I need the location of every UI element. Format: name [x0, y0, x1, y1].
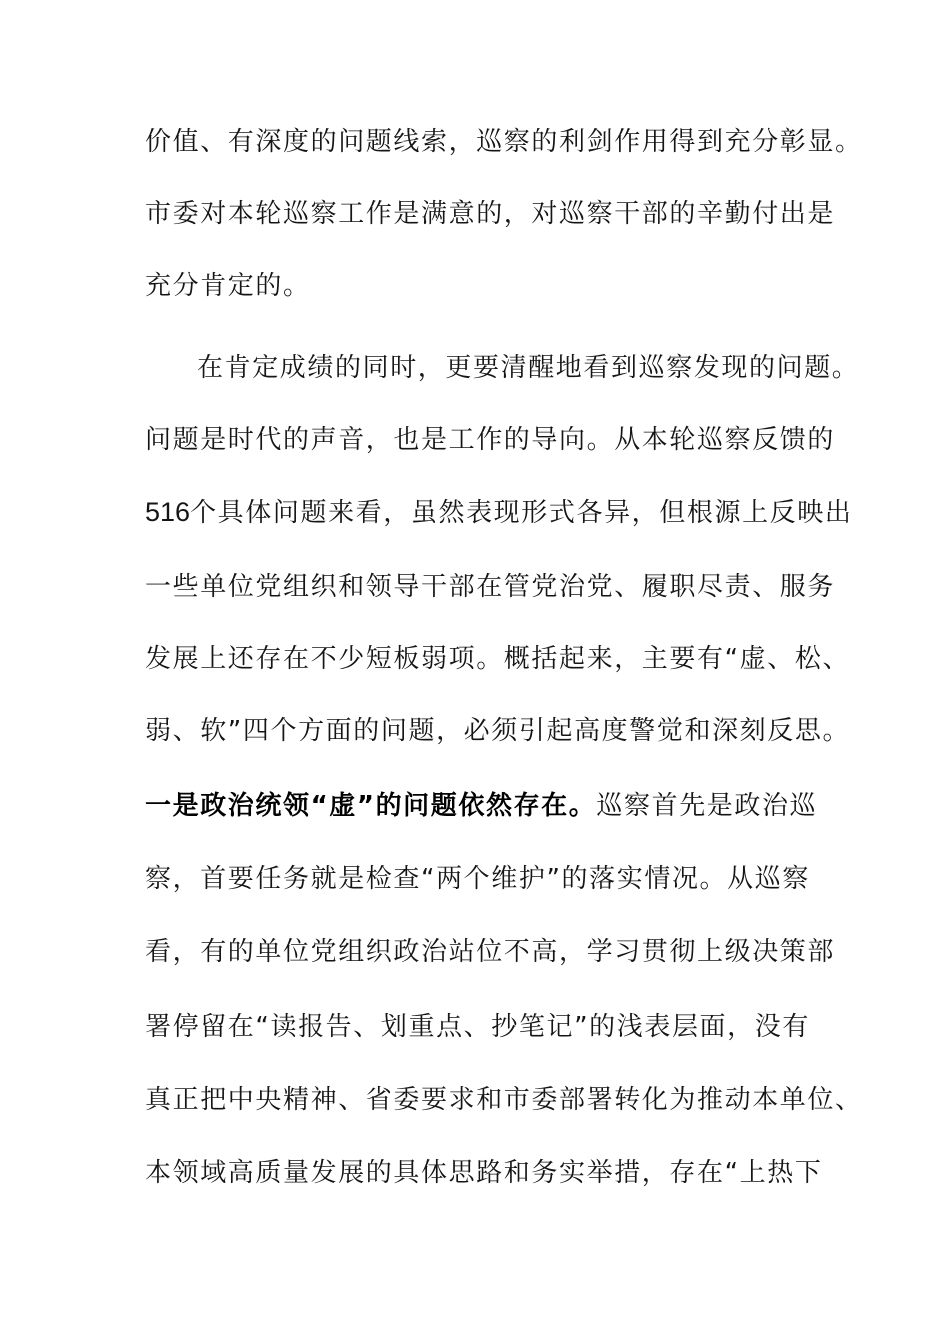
paragraph-line — [145, 932, 836, 972]
line-text: 个具体问题来看，虽然表现形式各异，但根源上反映出 — [190, 498, 853, 528]
paragraph-line — [145, 492, 853, 532]
paragraph-line — [145, 420, 836, 460]
line-text: 真正把中央精神、省委要求和市委部署转化为推动本单位、 — [145, 1085, 863, 1115]
line-text: 市委对本轮巡察工作是满意的，对巡察干部的辛勤付出是 — [145, 199, 836, 229]
paragraph-line — [145, 1153, 823, 1193]
line-text: 看，有的单位党组织政治站位不高，学习贯彻上级决策部 — [145, 937, 836, 967]
line-text: 在肯定成绩的同时，更要清醒地看到巡察发现的问题。 — [197, 353, 860, 383]
line-text: 弱、软”四个方面的问题，必须引起高度警觉和深刻反思。 — [145, 716, 851, 746]
line-text: 巡察首先是政治巡 — [596, 791, 818, 821]
paragraph-line — [145, 122, 863, 162]
paragraph-first-line — [197, 348, 860, 388]
line-text: 发展上还存在不少短板弱项。概括起来，主要有“虚、松、 — [145, 644, 851, 674]
paragraph-line — [145, 859, 810, 899]
line-text: 察，首要任务就是检查“两个维护”的落实情况。从巡察 — [145, 864, 810, 894]
paragraph-line — [145, 194, 836, 234]
paragraph-line — [145, 786, 818, 826]
paragraph-line — [145, 567, 836, 607]
line-text: 问题是时代的声音，也是工作的导向。从本轮巡察反馈的 — [145, 425, 836, 455]
paragraph-line — [145, 639, 851, 679]
paragraph-line — [145, 1007, 810, 1047]
line-text: 充分肯定的。 — [145, 271, 311, 301]
paragraph-line-end — [145, 266, 810, 306]
problem-count-number: 516 — [145, 497, 191, 527]
paragraph-line — [145, 1080, 863, 1120]
line-text: 本领域高质量发展的具体思路和务实举措，存在“上热下 — [145, 1158, 823, 1188]
line-text: 署停留在“读报告、划重点、抄笔记”的浅表层面，没有 — [145, 1012, 810, 1042]
line-text: 价值、有深度的问题线索，巡察的利剑作用得到充分彰显。 — [145, 127, 863, 157]
paragraph-line — [145, 711, 851, 751]
section-heading-bold: 一是政治统领“虚”的问题依然存在。 — [145, 791, 597, 821]
line-text: 一些单位党组织和领导干部在管党治党、履职尽责、服务 — [145, 572, 836, 602]
